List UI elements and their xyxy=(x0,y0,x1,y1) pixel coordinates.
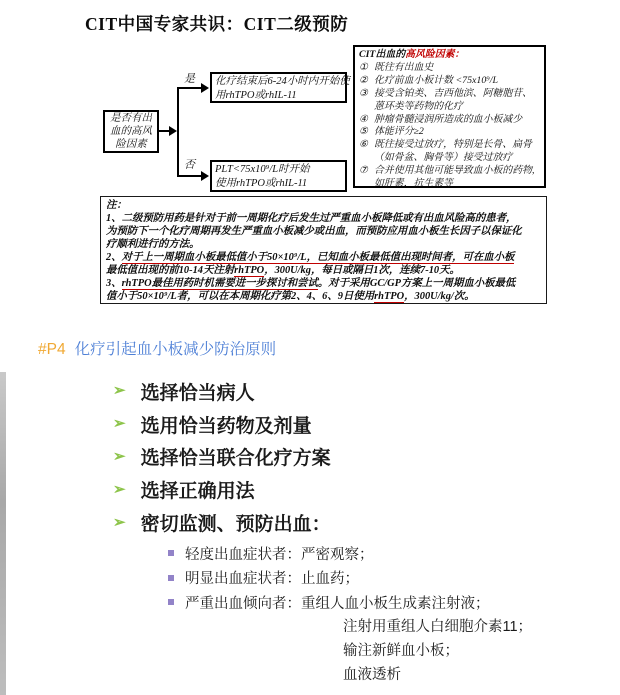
flow-arrow-icon xyxy=(169,126,177,136)
arrow-bullet-icon: ➢ xyxy=(113,480,126,498)
note-text: 疗顺利进行的方法。 xyxy=(106,239,200,250)
sub-bullet-list xyxy=(168,541,490,615)
risk-factor-item xyxy=(359,75,540,88)
risk-factor-number: ⑦ xyxy=(359,165,368,177)
page-edge-artifact xyxy=(0,372,6,695)
no-box-line: PLT<75x10⁹/L时开始 xyxy=(215,164,310,175)
decision-text: 是否有出血的高风险因素 xyxy=(110,113,152,150)
note-underlined-text: rhTPO xyxy=(234,265,265,276)
risk-factor-item xyxy=(359,114,540,127)
note-box xyxy=(100,196,547,304)
risk-factor-item xyxy=(359,139,540,165)
risk-factor-line: 既往有出血史 xyxy=(374,61,434,73)
section-title: 化疗引起血小板减少防治原则 xyxy=(74,341,277,358)
risk-factors-box xyxy=(353,45,546,188)
bullet-label: 选用恰当药物及剂量 xyxy=(140,415,312,437)
bullet-label: 选择恰当联合化疗方案 xyxy=(140,448,331,470)
sub-bullet-label: 明显出血症状者：止血药； xyxy=(185,571,359,588)
note-underlined-text: rhTPO最佳用药时机需要进一步探讨和尝试 xyxy=(121,278,318,289)
risk-factor-item xyxy=(359,62,540,75)
bullet-label: 选择恰当病人 xyxy=(140,382,255,404)
note-line xyxy=(106,212,541,225)
sub-bullet-label: 轻度出血症状者：严密观察； xyxy=(185,546,374,563)
risk-factor-item xyxy=(359,165,540,191)
risk-factor-line: 体能评分≥2 xyxy=(374,126,424,138)
note-line xyxy=(106,277,541,290)
flow-line xyxy=(177,175,202,177)
note-line xyxy=(106,238,541,251)
note-line xyxy=(106,290,541,303)
arrow-bullet-icon: ➢ xyxy=(113,415,126,433)
risk-factor-item xyxy=(359,88,540,114)
bullet-list xyxy=(113,375,331,539)
risk-factor-line: 如肝素，抗生素等 xyxy=(374,178,454,190)
no-label: 否 xyxy=(184,159,195,171)
note-text: 2、 xyxy=(106,252,122,263)
risk-factor-line: 肿瘤骨髓浸润所造成的血小板减少 xyxy=(374,113,523,125)
bullet-item xyxy=(113,375,331,408)
yes-outcome-box xyxy=(210,72,350,103)
section-heading xyxy=(38,337,276,359)
sub-bullet-item xyxy=(168,541,490,566)
risk-factor-number: ⑥ xyxy=(359,139,368,151)
arrow-bullet-icon: ➢ xyxy=(113,513,126,531)
bullet-label: 选择正确用法 xyxy=(140,481,255,503)
risk-factor-number: ③ xyxy=(359,87,368,99)
continuation-list xyxy=(343,613,532,686)
note-line xyxy=(106,251,541,264)
bullet-item xyxy=(113,506,331,539)
note-text: 注： xyxy=(106,200,127,211)
flow-arrow-icon xyxy=(201,171,209,181)
note-underlined-text: 对于上一周期血小板最低值小于50×10⁹/L，已知血小板最低值出现时间者，可在血小板 xyxy=(121,252,515,263)
risk-factor-number: ④ xyxy=(359,113,368,125)
yes-box-line: 化疗结束后6-24小时内开始使 xyxy=(215,76,350,87)
risk-factor-line: 既往接受过放疗，特别是长骨、扁骨 xyxy=(374,139,533,151)
risk-factor-text xyxy=(374,165,540,191)
square-bullet-icon xyxy=(168,550,174,556)
risk-factor-line: 合并使用其他可能导致血小板的药物, xyxy=(374,165,535,177)
note-line xyxy=(106,225,541,238)
risk-factor-item xyxy=(359,126,540,139)
risk-factor-text xyxy=(374,75,540,88)
note-text: 3、 xyxy=(106,278,122,289)
risk-factor-number: ⑤ xyxy=(359,126,368,138)
note-text: 1、二级预防用药是针对于前一周期化疗后发生过严重血小板降低或有出血风险高的患者， xyxy=(106,213,517,224)
risk-factor-text xyxy=(374,114,540,127)
yes-box-line: 用rhTPO或rhIL-11 xyxy=(215,89,297,101)
risk-title-black: CIT出血的 xyxy=(359,49,406,60)
yes-label: 是 xyxy=(184,73,195,85)
flow-arrow-icon xyxy=(201,83,209,93)
square-bullet-icon xyxy=(168,599,174,605)
risk-factor-text xyxy=(374,88,540,114)
sub-bullet-label: 严重出血倾向者：重组人血小板生成素注射液； xyxy=(185,595,490,612)
no-box-line: 使用rhTPO或rhIL-11 xyxy=(215,177,308,189)
arrow-bullet-icon: ➢ xyxy=(113,382,126,400)
bullet-item xyxy=(113,408,331,441)
risk-factor-number: ① xyxy=(359,61,368,73)
risk-box-title xyxy=(359,49,540,62)
risk-factor-line: 蒽环类等药物的化疗 xyxy=(374,100,463,112)
note-line xyxy=(106,264,541,277)
note-text: 。对于采用GC/GP方案上一周期血小板最低 xyxy=(317,278,516,289)
risk-factor-list xyxy=(359,62,540,191)
note-text: 为预防下一个化疗周期再发生严重血小板减少或出血，而预防应用血小板生长因子以保证化 xyxy=(106,226,522,237)
section-tag: #P4 xyxy=(38,341,66,358)
note-text: ，300U/kg/次。 xyxy=(404,291,475,302)
note-line xyxy=(106,199,541,212)
sub-bullet-item xyxy=(168,590,490,615)
flow-line xyxy=(177,87,202,89)
risk-title-red: 高风险因素： xyxy=(405,49,465,60)
risk-factor-text xyxy=(374,126,540,139)
note-text: 值小于50×10⁹/L者，可以在本周期化疗第2、4、6、9日使用 xyxy=(106,291,375,302)
risk-factor-text xyxy=(374,139,540,165)
continuation-line: 血液透析 xyxy=(343,667,401,684)
square-bullet-icon xyxy=(168,575,174,581)
bullet-item xyxy=(113,473,331,506)
risk-factor-line: （如骨盆、胸骨等）接受过放疗 xyxy=(374,152,513,164)
sub-bullet-item xyxy=(168,566,490,591)
risk-factor-text xyxy=(374,62,540,75)
risk-factor-line: 接受含铂类、吉西他滨、阿糖胞苷、 xyxy=(374,87,533,99)
arrow-bullet-icon: ➢ xyxy=(113,447,126,465)
decision-box xyxy=(103,110,159,153)
flow-line xyxy=(177,87,179,177)
note-text: ，300U/kg，每日或隔日1次，连续7-10天。 xyxy=(264,265,460,276)
bullet-label: 密切监测、预防出血： xyxy=(140,514,331,536)
bullet-item xyxy=(113,441,331,474)
note-text: 最低值出现的前10-14天注射 xyxy=(106,265,235,276)
continuation-line: 注射用重组人白细胞介素11； xyxy=(343,618,533,635)
note-underlined-text: rhTPO xyxy=(374,291,405,302)
no-outcome-box xyxy=(210,160,347,192)
risk-factor-line: 化疗前血小板计数 <75x10⁹/L xyxy=(374,74,498,86)
page-title: CIT中国专家共识：CIT二级预防 xyxy=(85,14,349,34)
risk-factor-number: ② xyxy=(359,74,368,86)
continuation-line: 输注新鲜血小板； xyxy=(343,643,459,660)
